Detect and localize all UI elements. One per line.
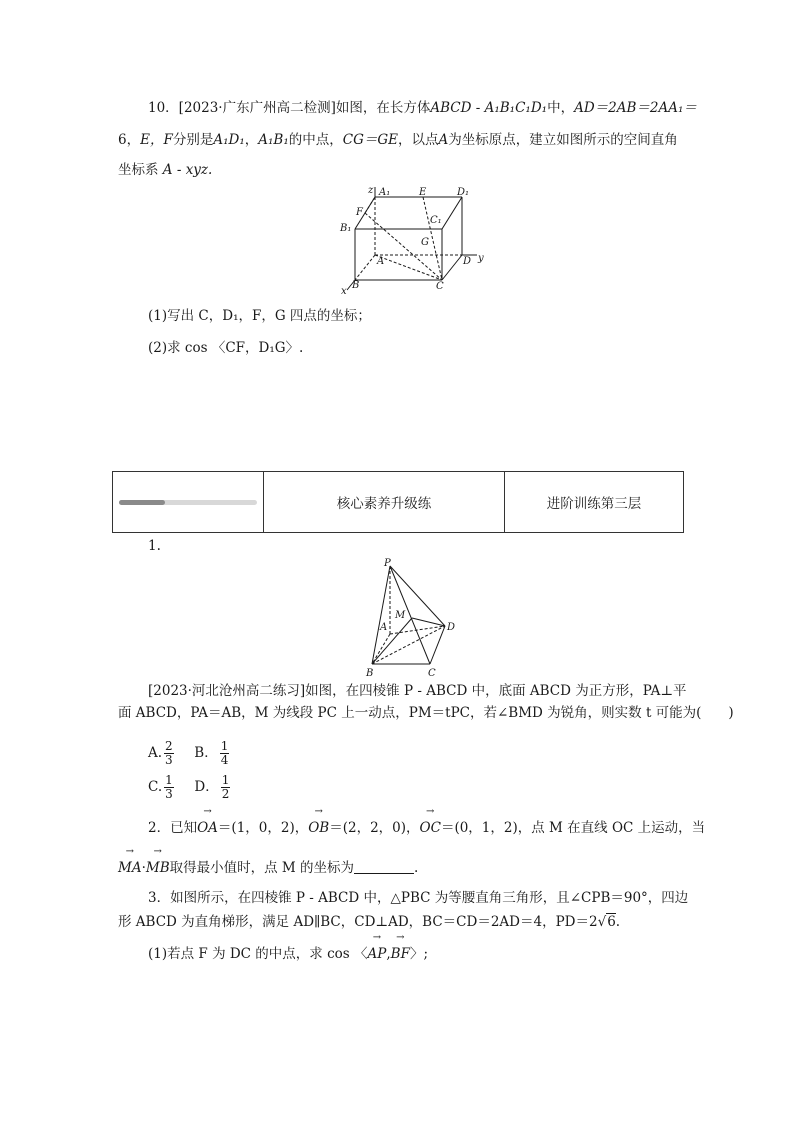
label-y: y: [478, 253, 484, 264]
q10-text: 坐标系: [118, 162, 159, 178]
level-title: 进阶训练第三层: [504, 472, 683, 532]
edge-md: [412, 618, 445, 626]
progress-cell: [113, 472, 263, 532]
numerator: 1: [220, 739, 229, 753]
vector-mb: → MB: [146, 858, 170, 878]
label-m: M: [395, 610, 406, 621]
p3-text: 形 ABCD 为直角梯形，满足 AD∥BC，CD⊥AD，BC＝CD＝2AD＝4，PD＝2: [118, 914, 598, 930]
q10-mid: 中，: [547, 100, 575, 116]
p3-part1-text: (1)若点 F 为 DC 的中点，求 cos 〈: [148, 946, 368, 962]
q10-ef: E，F: [140, 132, 173, 148]
vector-ap: → AP: [368, 944, 387, 964]
label-d1: D₁: [457, 187, 470, 198]
q10-part1: (1)写出 C，D₁，F，G 四点的坐标；: [148, 308, 371, 324]
label-b1: B₁: [340, 223, 352, 234]
cuboid-figure: [335, 185, 495, 295]
numerator: 1: [221, 773, 230, 787]
p3-part1-end: 〉;: [409, 946, 429, 962]
separator: ,: [386, 946, 391, 962]
option-a-fraction: [164, 740, 174, 767]
section-header: [112, 471, 684, 533]
p2-text: 取得最小值时，点 M 的坐标为: [169, 860, 355, 876]
edge: [442, 197, 462, 229]
p1-options-cd: [148, 772, 232, 802]
p3-end: .: [615, 914, 621, 930]
section-title: 核心素养升级练: [263, 472, 504, 532]
label-p: P: [384, 558, 391, 569]
q10-text: 的中点，: [288, 132, 343, 148]
numerator: 1: [165, 773, 173, 787]
p2-oc-value: ＝(0，1，2)，点 M 在直线 OC 上运动，当: [440, 820, 706, 836]
label-a: A: [377, 256, 385, 267]
q10-text: ，以点: [398, 132, 439, 148]
dot-operator: ·: [141, 860, 146, 876]
option-b-label: B．: [194, 745, 218, 761]
edge-bm: [372, 618, 412, 664]
option-b-fraction: [220, 740, 230, 767]
label-a1: A₁: [379, 187, 391, 198]
q10-dash: -: [471, 100, 485, 116]
p3-line-2: [118, 912, 620, 932]
q10-text: 分别是: [172, 132, 214, 148]
p2-end: .: [414, 860, 419, 876]
hidden-edge: [375, 255, 442, 280]
progress-bar: [119, 500, 257, 505]
q10-ad-expr: AD＝2AB＝2AA₁＝: [574, 100, 697, 116]
option-c-label: C.: [148, 779, 163, 795]
q10-abcd: ABCD: [430, 100, 472, 116]
label-b: B: [352, 280, 360, 291]
q10-point-a: A: [438, 132, 449, 148]
pyramid-figure: [360, 556, 470, 678]
progress-fill: [119, 500, 165, 505]
p1-options-ab: [148, 738, 231, 768]
option-d-label: D．: [194, 779, 219, 795]
label-d: D: [463, 256, 472, 267]
option-c-fraction: [164, 774, 174, 801]
label-g: G: [421, 237, 429, 248]
q10-a1d1: A₁D₁: [213, 132, 245, 148]
p3-line-1: 3．如图所示，在四棱锥 P - ABCD 中，△PBC 为等腰直角三角形，且∠CPB＝90°，四边: [148, 890, 689, 906]
vector-ob: → OB: [308, 818, 329, 838]
label-x: x: [341, 286, 347, 295]
label-d: D: [447, 622, 456, 633]
q10-line-1: [148, 98, 697, 118]
label-c: C: [436, 281, 444, 292]
vector-oc: → OC: [420, 818, 441, 838]
sqrt-expression: √6: [597, 914, 616, 930]
label-e: E: [419, 187, 427, 198]
label-f: F: [356, 207, 363, 218]
denominator: 3: [165, 753, 173, 767]
numerator: 2: [165, 739, 173, 753]
q10-part2: (2)求 cos 〈CF，D₁G〉.: [148, 340, 304, 356]
edge: [442, 255, 462, 280]
p1-text-1: [2023·河北沧州高二练习]如图，在四棱锥 P - ABCD 中，底面 ABCD 为正方形，PA⊥平: [148, 683, 687, 699]
q10-text: 为坐标原点，建立如图所示的空间直角: [448, 132, 678, 148]
p2-text: 2．已知: [148, 820, 198, 836]
q10-line-3: [118, 160, 212, 180]
p2-line-2: [118, 858, 418, 878]
denominator: 4: [220, 753, 229, 767]
vector-oa: → OA: [197, 818, 218, 838]
label-z: z: [368, 185, 374, 196]
edge-cd: [430, 626, 445, 664]
hidden-edge: [355, 255, 375, 280]
q10-a1b1: A₁B₁: [258, 132, 289, 148]
label-c: C: [428, 668, 436, 678]
p2-ob-value: ＝(2，2，0)，: [329, 820, 420, 836]
denominator: 3: [165, 787, 173, 801]
p3-part1: [148, 944, 428, 964]
q10-cg-ge-vector: CG＝GE: [342, 132, 398, 148]
radicand: 6: [607, 914, 616, 930]
vector-ma: → MA: [118, 858, 142, 878]
label-b: B: [366, 668, 374, 678]
q10-coord-system: A - xyz.: [162, 162, 213, 178]
q10-line-2: [118, 130, 678, 150]
vector-bf: → BF: [391, 944, 410, 964]
p1-number: 1.: [148, 538, 161, 554]
option-d-fraction: [221, 774, 231, 801]
q10-six: 6，: [118, 132, 141, 148]
p1-text-2: 面 ABCD，PA＝AB，M 为线段 PC 上一动点，PM＝tPC，若∠BMD 为锐角，则实数 t 可能为( ): [118, 705, 734, 721]
p2-oa-value: ＝(1，0，2)，: [217, 820, 309, 836]
option-a-label: A.: [148, 745, 163, 761]
q10-text: 10．[2023·广东广州高二检测]如图，在长方体: [148, 100, 431, 116]
q10-a1b1c1d1: A₁B₁C₁D₁: [484, 100, 548, 116]
denominator: 2: [221, 787, 230, 801]
label-c1: C₁: [430, 215, 442, 226]
label-a: A: [380, 622, 388, 633]
p2-line-1: [148, 818, 705, 838]
q10-comma: ，: [244, 132, 259, 148]
answer-blank[interactable]: [354, 861, 414, 874]
